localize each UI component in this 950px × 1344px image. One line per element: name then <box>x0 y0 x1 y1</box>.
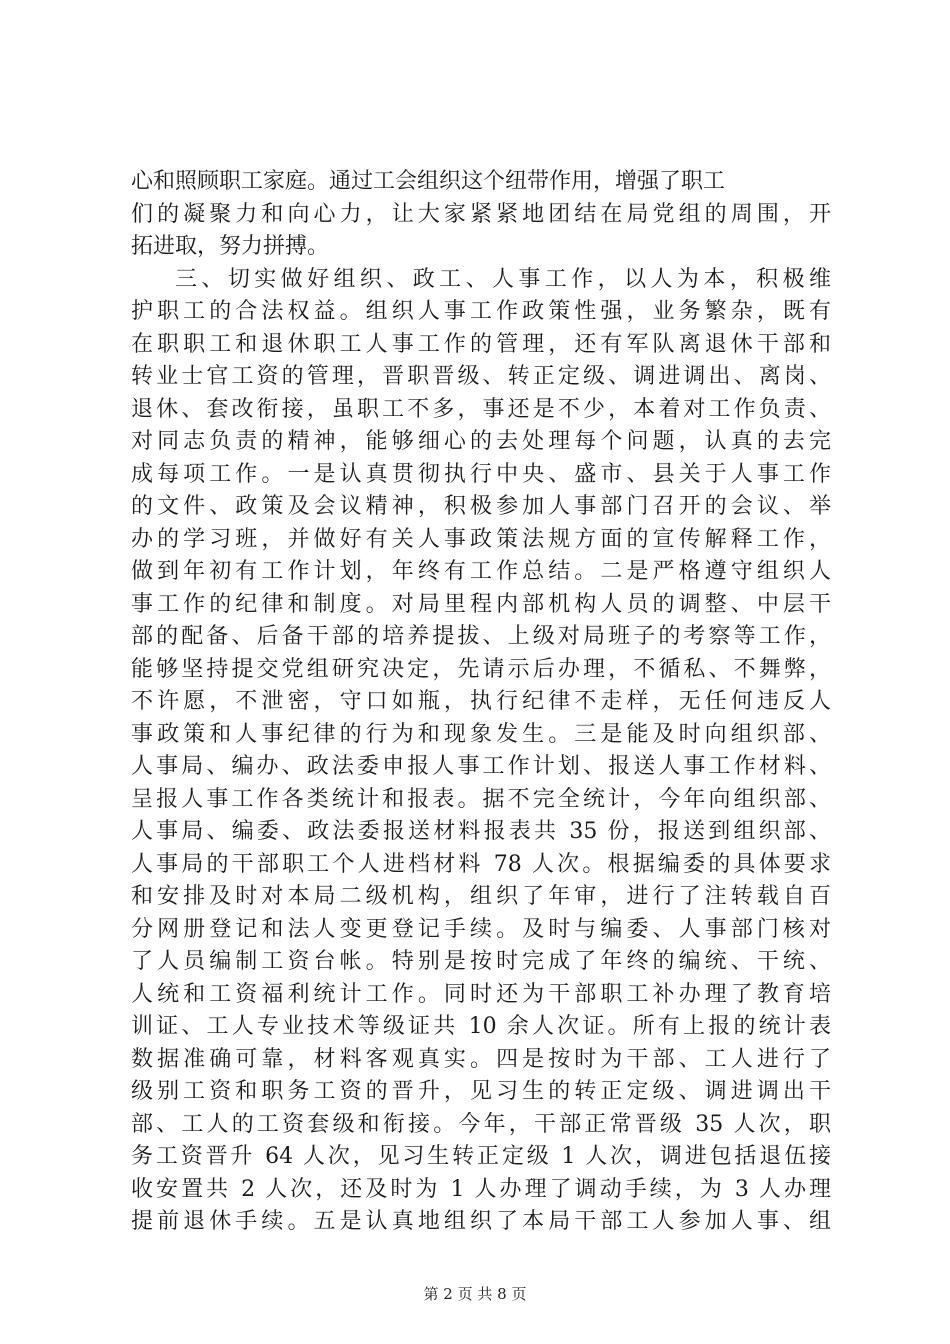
text-line: 护职工的合法权益。组织人事工作政策性强，业务繁杂，既有 <box>131 299 831 324</box>
text-line: 级别工资和职务工资的晋升，见习生的转正定级、调进调出干 <box>131 1079 831 1104</box>
text-line: 事工作的纪律和制度。对局里程内部机构人员的调整、中层干 <box>131 591 831 617</box>
body-text <box>131 166 831 1239</box>
text-line: 数据准确可靠，材料客观真实。四是按时为干部、工人进行了 <box>131 1046 831 1072</box>
text-line: 务工资晋升 64 人次，见习生转正定级 1 人次，调进包括退伍接 <box>131 1144 831 1169</box>
text-line: 部、工人的工资套级和衔接。今年，干部正常晋级 35 人次，职 <box>131 1111 831 1137</box>
text-line: 做到年初有工作计划，年终有工作总结。二是严格遵守组织人 <box>131 559 831 584</box>
text-line: 收安置共 2 人次，还及时为 1 人办理了调动手续，为 3 人办理 <box>131 1176 831 1202</box>
text-line: 部的配备、后备干部的培养提拔、上级对局班子的考察等工作， <box>131 624 831 649</box>
text-line: 能够坚持提交党组研究决定，先请示后办理，不循私、不舞弊， <box>131 656 831 682</box>
text-line: 人事局的干部职工个人进档材料 78 人次。根据编委的具体要求 <box>131 851 831 877</box>
text-line: 分网册登记和法人变更登记手续。及时与编委、人事部门核对 <box>131 916 831 942</box>
text-line: 事政策和人事纪律的行为和现象发生。三是能及时向组织部、 <box>131 721 831 747</box>
text-line: 人统和工资福利统计工作。同时还为干部职工补办理了教育培 <box>131 981 831 1007</box>
text-line: 不许愿，不泄密，守口如瓶，执行纪律不走样，无任何违反人 <box>131 689 831 714</box>
text-line: 成每项工作。一是认真贯彻执行中央、盛市、县关于人事工作 <box>131 461 831 487</box>
text-line: 了人员编制工资台帐。特别是按时完成了年终的编统、干统、 <box>131 949 831 974</box>
text-line: 的文件、政策及会议精神，积极参加人事部门召开的会议、举 <box>131 494 831 519</box>
page-number-footer: 第 2 页 共 8 页 <box>423 1285 527 1303</box>
text-line: 拓进取，努力拼搏。 <box>131 234 330 259</box>
text-line: 和安排及时对本局二级机构，组织了年审，进行了注转载自百 <box>131 884 831 909</box>
text-line: 退休、套改衔接，虽职工不多，事还是不少，本着对工作负责、 <box>131 396 831 422</box>
text-line: 人事局、编办、政法委申报人事工作计划、报送人事工作材料、 <box>131 754 831 779</box>
text-line: 们的凝聚力和向心力，让大家紧紧地团结在局党组的周围，开 <box>131 201 831 227</box>
text-line: 提前退休手续。五是认真地组织了本局干部工人参加人事、组 <box>131 1209 831 1234</box>
text-line: 对同志负责的精神，能够细心的去处理每个问题，认真的去完 <box>131 429 831 454</box>
text-line: 转业士官工资的管理，晋职晋级、转正定级、调进调出、离岗、 <box>131 364 831 389</box>
text-line: 在职职工和退休职工人事工作的管理，还有军队离退休干部和 <box>131 331 831 357</box>
text-line: 呈报人事工作各类统计和报表。据不完全统计，今年向组织部、 <box>131 786 831 812</box>
text-line: 人事局、编委、政法委报送材料报表共 35 份，报送到组织部、 <box>131 819 831 844</box>
text-line: 训证、工人专业技术等级证共 10 余人次证。所有上报的统计表 <box>131 1014 831 1039</box>
text-line: 心和照顾职工家庭。通过工会组织这个纽带作用，增强了职工 <box>131 169 726 194</box>
text-line: 三、切实做好组织、政工、人事工作，以人为本，积极维 <box>175 266 831 292</box>
text-line: 办的学习班，并做好有关人事政策法规方面的宣传解释工作， <box>131 526 831 552</box>
